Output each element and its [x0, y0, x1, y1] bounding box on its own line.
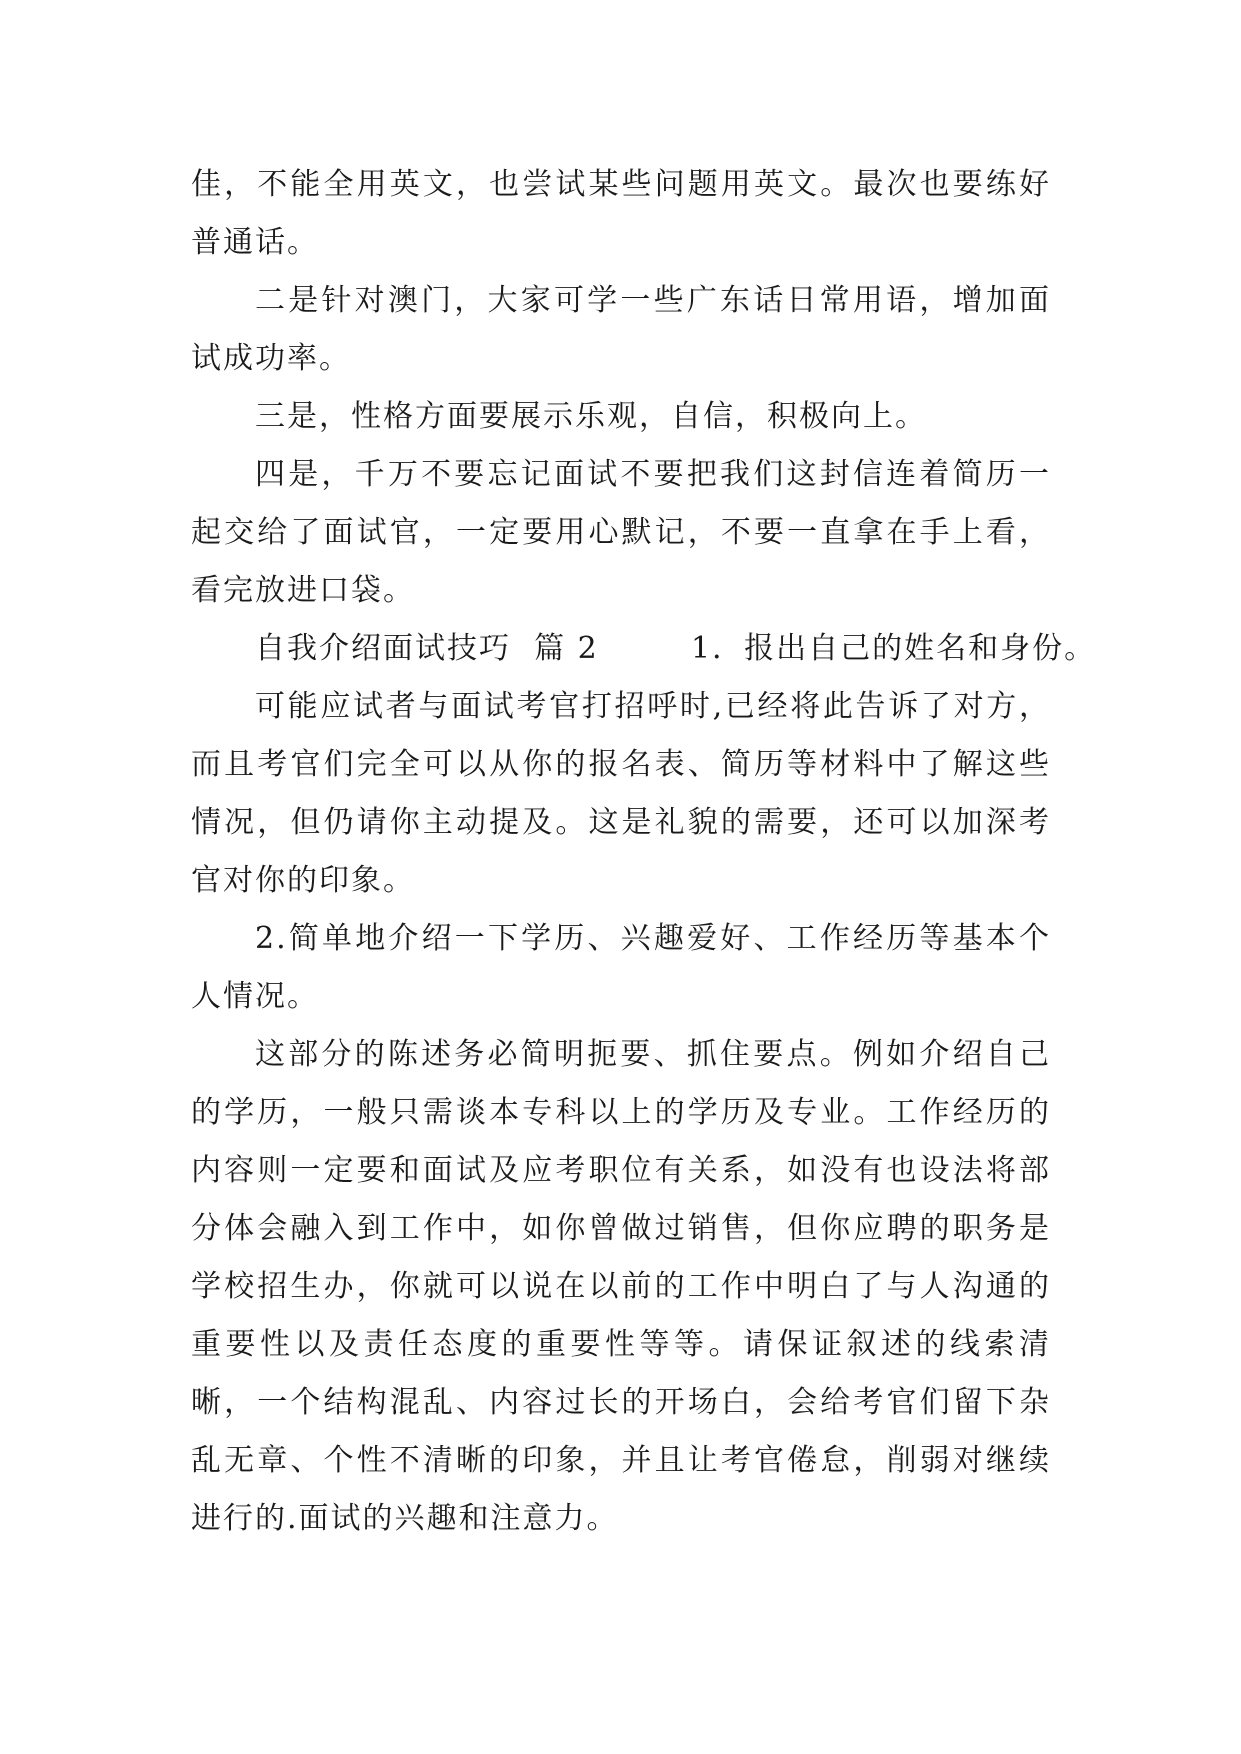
paragraph-basic-info: 2.简单地介绍一下学历、兴趣爱好、工作经历等基本个人情况。	[191, 921, 1051, 1014]
paragraph-details: 这部分的陈述务必简明扼要、抓住要点。例如介绍自己的学历，一般只需谈本专科以上的学历及专业。工作经历的内容则一定要和面试及应考职位有关系，如没有也设法将部分体会融入到工作中，如你曾做过销售，但你应聘的职务是学校招生办，你就可以说在以前的工作中明白了与人沟通的重要性以及责任态度的重要性等等。请保证叙述的线索清晰，一个结构混乱、内容过长的开场白，会给考官们留下杂乱无章、个性不清晰的印象，并且让考官倦怠，削弱对继续进行的.面试的兴趣和注意力。	[191, 1037, 1051, 1536]
paragraph-point-three: 三是，性格方面要展示乐观，自信，积极向上。	[255, 399, 927, 434]
paragraph-point-four: 四是，千万不要忘记面试不要把我们这封信连着简历一起交给了面试官，一定要用心默记，不要一直拿在手上看，看完放进口袋。	[191, 457, 1051, 608]
paragraph-point-two: 二是针对澳门，大家可学一些广东话日常用语，增加面试成功率。	[191, 283, 1051, 376]
paragraph-continuation: 佳，不能全用英文，也尝试某些问题用英文。最次也要练好普通话。	[191, 167, 1051, 260]
document-body	[191, 156, 1097, 1548]
section-heading: 自我介绍面试技巧 篇 2 1．报出自己的姓名和身份。	[255, 631, 1097, 666]
paragraph-name-identity: 可能应试者与面试考官打招呼时,已经将此告诉了对方，而且考官们完全可以从你的报名表、简历等材料中了解这些情况，但仍请你主动提及。这是礼貌的需要，还可以加深考官对你的印象。	[191, 689, 1051, 898]
